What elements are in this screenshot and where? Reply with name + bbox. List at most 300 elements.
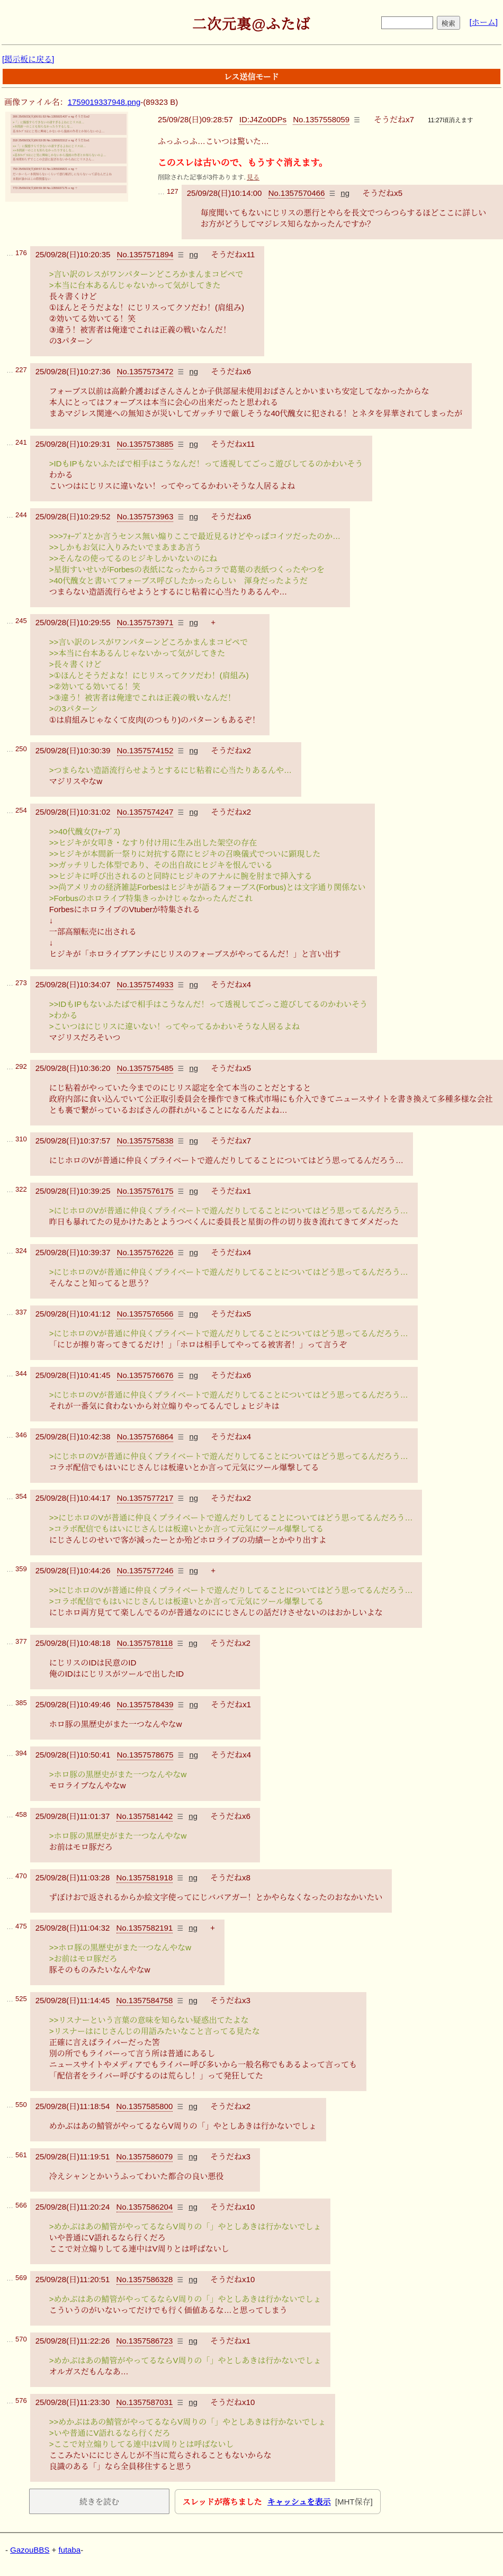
- reply-header: [35, 1811, 250, 1822]
- reply-count-number[interactable]: 394: [15, 1749, 27, 1757]
- reply-post: [6, 1244, 503, 1299]
- menu-icon[interactable]: ☰: [177, 747, 184, 755]
- reply-post: [6, 1132, 503, 1176]
- reply-expand-dots[interactable]: …: [158, 188, 165, 196]
- reply-count-number[interactable]: 245: [15, 617, 27, 625]
- soudane-count[interactable]: そうだねx2: [210, 2102, 250, 2111]
- thumbnail-mini-post: 773 25/09/23(火)08:59:38 No.1355937175 ≡ ng ＋: [11, 185, 127, 193]
- reply-header: [35, 1370, 408, 1381]
- soudane-count[interactable]: そうだねx11: [211, 440, 255, 449]
- show-deleted-link[interactable]: 見る: [247, 174, 260, 181]
- reply-count-number[interactable]: 570: [15, 2335, 27, 2343]
- reply-expand-dots[interactable]: …: [6, 1309, 13, 1317]
- menu-icon[interactable]: ☰: [177, 1065, 184, 1073]
- reply-post: [6, 976, 503, 1053]
- ng-link[interactable]: ng: [189, 1064, 199, 1073]
- reply-count-number[interactable]: 346: [15, 1431, 27, 1439]
- reply-body: >言い訳のレスがワンパターンどころかまんまコピペで >本当に台本あるんじゃないかって気がしてきた 長々書くけど ①ほんとそうだよな！にじリスってクソだわ！(肩組み) ②効いてる効いてる！笑 ③違う！被害者は俺達でこれは正義の戦いなんだ！ の3パターン: [49, 270, 244, 346]
- reply-post-number[interactable]: No.1357586079: [116, 2152, 173, 2161]
- reply-post: [6, 1562, 503, 1628]
- op-soudane-count[interactable]: そうだねx7: [374, 115, 414, 124]
- reply-body: >にじホロのVが普通に仲良くプライベートで遊んだりしてることについてはどう思ってるんだろう… それが一番気に食わないから対立煽りやってるんでしょヒジキは: [49, 1391, 408, 1411]
- menu-icon[interactable]: ☰: [177, 808, 184, 816]
- menu-icon[interactable]: ☰: [177, 1874, 184, 1882]
- ng-link[interactable]: ng: [189, 1494, 199, 1503]
- reply-count-number[interactable]: 470: [15, 1872, 27, 1880]
- ng-link[interactable]: ng: [189, 1751, 199, 1760]
- op-thumbnail-image[interactable]: [5, 112, 128, 202]
- reply-date: 25/09/28(日)10:27:36: [35, 367, 111, 376]
- soudane-count[interactable]: そうだねx1: [211, 1187, 252, 1196]
- soudane-count[interactable]: そうだねx6: [211, 367, 252, 376]
- thumbnail-mini-post: 318 25/09/23(火)06:53:05 No.1355921512 ≡ ng そうだねx1 >>「」に擬態すらできないの凄すぎるよねにじリスは… >>本間新一のことも知らなかったりするしな… >基本ｶｯﾌﾟｽはにじ男に興味しかないから漫画の作者とか知らないのよ… 基本間知らずでここの会話に混ざれないからねにじリスさん…: [11, 138, 127, 164]
- reply-post-number[interactable]: No.1357582191: [116, 1924, 173, 1933]
- menu-icon[interactable]: ☰: [177, 513, 184, 521]
- reply-box: [30, 1305, 418, 1360]
- reply-count-number[interactable]: 458: [15, 1811, 27, 1818]
- reply-expand-dots[interactable]: …: [6, 617, 13, 625]
- reply-header: [35, 745, 292, 756]
- reply-post-number[interactable]: No.1357573885: [116, 440, 174, 449]
- soudane-count[interactable]: そうだねx6: [211, 512, 252, 521]
- reply-post: [6, 2394, 503, 2482]
- reply-expand-dots[interactable]: …: [6, 1638, 13, 1646]
- ng-link[interactable]: ng: [188, 2398, 197, 2407]
- reply-post-number[interactable]: No.1357573971: [116, 618, 174, 627]
- menu-icon[interactable]: ☰: [177, 1372, 184, 1380]
- reply-count-number[interactable]: 344: [15, 1370, 27, 1377]
- reply-expand-dots[interactable]: …: [6, 2151, 13, 2159]
- soudane-count[interactable]: そうだねx3: [210, 1996, 250, 2005]
- credit-line: [5, 2546, 503, 2555]
- menu-icon[interactable]: ☰: [177, 1813, 184, 1821]
- reply-expand-dots[interactable]: …: [6, 2101, 13, 2109]
- soudane-count[interactable]: +: [211, 1566, 216, 1575]
- reply-expand-dots[interactable]: …: [6, 979, 13, 987]
- ng-link[interactable]: ng: [189, 1371, 199, 1380]
- reply-header: [35, 2336, 321, 2347]
- reply-post-number[interactable]: No.1357577246: [116, 1566, 174, 1575]
- soudane-count[interactable]: そうだねx8: [210, 1874, 250, 1883]
- reply-date: 25/09/28(日)10:34:07: [35, 980, 111, 989]
- reply-date: 25/09/28(日)10:14:00: [186, 189, 262, 198]
- reply-expand-dots[interactable]: …: [6, 1811, 13, 1819]
- soudane-count[interactable]: そうだねx10: [210, 2275, 255, 2284]
- ng-link[interactable]: ng: [189, 1248, 199, 1257]
- op-body-text: ふっふっふ…こいつは驚いた…: [158, 137, 270, 146]
- soudane-count[interactable]: そうだねx7: [211, 1137, 252, 1146]
- reply-body: にじホロのVが普通に仲良くプライベートで遊んだりしてることについてはどう思ってるんだろう…: [49, 1156, 403, 1165]
- ng-link[interactable]: ng: [188, 1996, 197, 2005]
- ng-link[interactable]: ng: [188, 1812, 197, 1821]
- ng-link[interactable]: ng: [189, 250, 199, 259]
- reply-count-number[interactable]: 359: [15, 1565, 27, 1573]
- menu-icon[interactable]: ☰: [177, 2153, 184, 2161]
- reply-post-number[interactable]: No.1357570466: [268, 189, 325, 198]
- reply-post-number[interactable]: No.1357578118: [116, 1639, 173, 1648]
- reply-expand-dots[interactable]: …: [6, 511, 13, 519]
- menu-icon[interactable]: ☰: [177, 1924, 184, 1932]
- reply-post: [6, 1060, 503, 1125]
- ng-link[interactable]: ng: [189, 440, 199, 449]
- ng-link[interactable]: ng: [189, 1700, 199, 1709]
- reply-date: 25/09/28(日)11:20:24: [35, 2203, 110, 2212]
- ng-link[interactable]: ng: [189, 1137, 199, 1146]
- soudane-count[interactable]: そうだねx5: [211, 1064, 252, 1073]
- reply-body: >にじホロのVが普通に仲良くプライベートで遊んだりしてることについてはどう思ってるんだろう… コラボ配信でもはいにじさんじは板違いとか言って元気にツール爆撃してる: [49, 1452, 408, 1472]
- soudane-count[interactable]: そうだねx3: [210, 2152, 250, 2161]
- soudane-count[interactable]: そうだねx2: [211, 808, 252, 817]
- reply-count-number[interactable]: 250: [15, 745, 27, 753]
- reply-count-number[interactable]: 561: [15, 2151, 27, 2159]
- reply-body: >IDもIPもないふたばで相手はこうなんだ！って透視してごっこ遊びしてるのかわいそう わかる こいつはにじリスに違いない！ってやってるかわいそうな人居るよね: [49, 460, 363, 491]
- reply-post-number[interactable]: No.1357573963: [116, 512, 174, 521]
- reply-expand-dots[interactable]: …: [6, 1136, 13, 1143]
- reply-expand-dots[interactable]: …: [6, 249, 13, 257]
- reply-date: 25/09/28(日)10:29:52: [35, 512, 111, 521]
- reply-post-number[interactable]: No.1357586328: [116, 2275, 173, 2284]
- menu-icon[interactable]: ☰: [177, 1249, 184, 1257]
- soudane-count[interactable]: そうだねx10: [210, 2398, 255, 2407]
- reply-post-number[interactable]: No.1357586204: [116, 2203, 173, 2212]
- soudane-count[interactable]: そうだねx5: [362, 189, 403, 198]
- reply-post-number[interactable]: No.1357576566: [116, 1310, 174, 1319]
- reply-expand-dots[interactable]: …: [6, 2274, 13, 2282]
- ng-link[interactable]: ng: [188, 1639, 197, 1648]
- soudane-count[interactable]: そうだねx1: [210, 2337, 250, 2346]
- reply-box: [30, 1183, 418, 1237]
- reply-body: 毎度聞いてもないにじリスの悪行とやらを長文でつらつらするほどここに詳しいお方がどうしてマジレス知らなかったんですか？: [200, 209, 487, 229]
- reply-post: [6, 1746, 503, 1801]
- reply-header: [35, 1923, 215, 1934]
- search-button[interactable]: 検索: [437, 16, 460, 30]
- reply-body: >>言い訳のレスがワンパターンどころかまんまコピペで >>本当に台本あるんじゃないかって気がしてきた >長々書くけど >①ほんとそうだよな！にじリスってクソだわ！(肩組み) >②効いてる効いてる！笑 >③違う！被害者は俺達でこれは正義の戦いなんだ！ >の3パターン ①は肩組みじゃなくて皮肉(のつもり)のパターンもあるぞ！: [49, 638, 260, 725]
- reply-count-number[interactable]: 525: [15, 1995, 27, 2003]
- reply-post-number[interactable]: No.1357576226: [116, 1248, 174, 1257]
- menu-icon[interactable]: ☰: [177, 1751, 184, 1759]
- menu-icon[interactable]: ☰: [177, 2276, 184, 2284]
- futaba-link[interactable]: futaba: [58, 2546, 81, 2555]
- reply-post-number[interactable]: No.1357575838: [116, 1137, 174, 1146]
- file-info-line: [4, 96, 503, 107]
- reply-post: [158, 185, 503, 239]
- reply-post-number[interactable]: No.1357575485: [116, 1064, 174, 1073]
- file-name-link[interactable]: 1759019337948.png: [67, 98, 141, 107]
- credit-prefix: -: [5, 2546, 11, 2555]
- reply-expand-dots[interactable]: …: [6, 745, 13, 753]
- ng-link[interactable]: ng: [188, 2203, 197, 2212]
- soudane-count[interactable]: そうだねx6: [211, 1371, 252, 1380]
- reply-post: [6, 246, 503, 356]
- menu-icon[interactable]: ☰: [354, 116, 360, 124]
- reply-post-number[interactable]: No.1357584758: [116, 1996, 173, 2005]
- reply-count-number[interactable]: 241: [15, 438, 27, 446]
- reply-header: [35, 1247, 408, 1258]
- menu-icon[interactable]: ☰: [177, 1433, 184, 1441]
- reply-body: >めかぶはあの鯖管がやってるならV周りの「」やとしあきは行かないでしょ いや普通にV語れるなら行くだろ ここで対立煽りしてる連中はV周りとは呼ばないし: [49, 2222, 321, 2254]
- reply-date: 25/09/28(日)10:50:41: [35, 1751, 111, 1760]
- reply-box: [30, 1244, 418, 1299]
- ng-link[interactable]: ng: [189, 980, 199, 989]
- reply-header: [35, 979, 367, 990]
- ng-link[interactable]: ng: [188, 2337, 197, 2346]
- menu-icon[interactable]: ☰: [177, 2103, 184, 2111]
- reply-count-number[interactable]: 569: [15, 2274, 27, 2282]
- reply-header: [35, 2202, 321, 2213]
- reply-box: [30, 1132, 413, 1176]
- reply-count-number[interactable]: 176: [15, 249, 27, 257]
- reply-count-number[interactable]: 576: [15, 2397, 27, 2404]
- reply-expand-dots[interactable]: …: [6, 2336, 13, 2344]
- reply-expand-dots[interactable]: …: [6, 1565, 13, 1573]
- reply-count-number[interactable]: 475: [15, 1922, 27, 1930]
- reply-body: 冷えシャンとかいうふってわいた都合の良い悪役: [49, 2172, 224, 2181]
- reply-header: [35, 1493, 413, 1504]
- reply-count-number[interactable]: 324: [15, 1247, 27, 1255]
- reply-header: [35, 2151, 250, 2163]
- reply-count-number[interactable]: 377: [15, 1637, 27, 1645]
- soudane-count[interactable]: そうだねx2: [210, 1639, 251, 1648]
- reply-post: [6, 436, 503, 501]
- reply-post: [6, 614, 503, 735]
- back-to-board-link[interactable]: [掲示板に戻る]: [2, 55, 55, 64]
- reply-header: [35, 511, 340, 523]
- soudane-count[interactable]: そうだねx6: [210, 1812, 250, 1821]
- soudane-count[interactable]: そうだねx4: [211, 980, 252, 989]
- ng-link[interactable]: ng: [189, 512, 199, 521]
- reply-post: [6, 1869, 503, 1913]
- menu-icon[interactable]: ☰: [177, 2337, 184, 2345]
- menu-icon[interactable]: ☰: [329, 190, 336, 197]
- reply-body: >ホロ豚の黒歴史がまた一つなんやなw お前はモロ豚だろ: [49, 1832, 187, 1852]
- reply-post-number[interactable]: No.1357571894: [116, 250, 174, 259]
- menu-icon[interactable]: ☰: [177, 1997, 184, 2005]
- reply-post-number[interactable]: No.1357574152: [116, 746, 174, 755]
- reply-count-number[interactable]: 354: [15, 1492, 27, 1500]
- reply-count-number[interactable]: 292: [15, 1062, 27, 1070]
- reply-date: 25/09/28(日)11:22:26: [35, 2337, 110, 2346]
- reply-count-number[interactable]: 244: [15, 511, 27, 519]
- soudane-count[interactable]: そうだねx2: [211, 1494, 252, 1503]
- footer-divider: [0, 2532, 503, 2533]
- op-post: [0, 110, 503, 246]
- header-divider: [2, 44, 501, 45]
- reply-box: [30, 1060, 503, 1125]
- reply-count-number[interactable]: 322: [15, 1185, 27, 1193]
- reply-box: [30, 1808, 260, 1862]
- reply-post-number[interactable]: No.1357585800: [116, 2102, 173, 2111]
- reply-expand-dots[interactable]: …: [6, 1063, 13, 1071]
- menu-icon[interactable]: ☰: [177, 440, 184, 448]
- reply-post: [6, 508, 503, 607]
- reply-body: >>IDもIPもないふたばで相手はこうなんだ！って透視してごっこ遊びしてるのかわいそう >わかる >こいつはにじリスに違いない！ってやってるかわいそうな人居るよね マジリスだろそいつ: [49, 1000, 368, 1042]
- menu-icon[interactable]: ☰: [177, 251, 184, 259]
- menu-icon[interactable]: ☰: [177, 2399, 184, 2407]
- top-header: [0, 0, 503, 41]
- reply-body: >にじホロのVが普通に仲良くプライベートで遊んだりしてることについてはどう思ってるんだろう… 「にじが擦り寄ってきてるだけ！」「ホロは相手してやってる被害者！」って言うぞ: [49, 1329, 408, 1349]
- op-id[interactable]: ID:J4Zo0DPs: [239, 115, 287, 124]
- reply-box: [30, 1562, 423, 1628]
- reply-post: [6, 2148, 503, 2192]
- read-more-button[interactable]: 続きを読む: [29, 2489, 169, 2514]
- soudane-count[interactable]: そうだねx11: [211, 250, 255, 259]
- soudane-count[interactable]: そうだねx1: [211, 1700, 252, 1709]
- reply-body: >めかぶはあの鯖管がやってるならV周りの「」やとしあきは行かないでしょ こういうのがいないってだけでも行く価値あるな…と思ってしまう: [49, 2295, 321, 2315]
- ng-link[interactable]: ng: [188, 2275, 197, 2284]
- reply-post-number[interactable]: No.1357574933: [116, 980, 174, 989]
- reply-body: >>にじホロのVが普通に仲良くプライベートで遊んだりしてることについてはどう思ってるんだろう… >コラボ配信でもはいにじさんじは板違いとか言って元気にツール爆撃してる にじホロ両方見てて楽しんでるのが普通なのににじさんじの話だけさせないのはおかしいよな: [49, 1586, 413, 1617]
- reply-body: >>リスナーという言葉の意味を知らない疑惑出てたよな >リスナーはにじさんじの用語みたいなこと言ってる見たな 正確に言えばライバーだった筈 別の所でもライバーって言う所は普通にあるし ニュースサイトやメディアでもライバー呼び多いから一般名称でもあるよって言っても 「配信者をライバー呼びするのは荒らし！」って発狂してた: [49, 2016, 357, 2080]
- reply-count-number[interactable]: 385: [15, 1699, 27, 1707]
- ng-link[interactable]: ng: [189, 618, 199, 627]
- reply-body: にじ粘着がやっていた今までのにじリス認定を全て本当のことだとすると 政府内部に食い込んでいて公正取引委員会を操作できて株式市場にも介入できてニュースサイトを書き換えて多種多様な会社とも裏で繋がっているおばさんの群れがいることになるんだよね…: [49, 1084, 493, 1115]
- reply-date: 25/09/28(日)11:19:51: [35, 2152, 110, 2161]
- menu-icon[interactable]: ☰: [177, 368, 184, 376]
- reply-expand-dots[interactable]: …: [6, 1493, 13, 1501]
- reply-count-number[interactable]: 566: [15, 2201, 27, 2209]
- soudane-count[interactable]: そうだねx10: [210, 2203, 255, 2212]
- ng-link[interactable]: ng: [188, 2102, 197, 2111]
- ng-link[interactable]: ng: [189, 808, 199, 817]
- reply-date: 25/09/28(日)10:41:12: [35, 1310, 111, 1319]
- reply-expand-dots[interactable]: …: [6, 1431, 13, 1439]
- menu-icon[interactable]: ☰: [177, 2203, 184, 2211]
- reply-post-number[interactable]: No.1357581442: [116, 1812, 173, 1821]
- search-area: [381, 16, 498, 30]
- menu-icon[interactable]: ☰: [177, 1137, 184, 1145]
- menu-icon[interactable]: ☰: [177, 1640, 184, 1647]
- reply-post-number[interactable]: No.1357576175: [116, 1187, 174, 1196]
- reply-box: [30, 1635, 260, 1689]
- reply-date: 25/09/28(日)10:39:37: [35, 1248, 111, 1257]
- reply-date: 25/09/28(日)10:39:25: [35, 1187, 111, 1196]
- reply-expand-dots[interactable]: …: [6, 366, 13, 374]
- reply-post-number[interactable]: No.1357576864: [116, 1433, 174, 1442]
- reply-expand-dots[interactable]: …: [6, 439, 13, 447]
- reply-expand-dots[interactable]: …: [6, 2397, 13, 2405]
- reply-box: [182, 185, 503, 239]
- ng-link[interactable]: ng: [189, 1433, 199, 1442]
- reply-post-number[interactable]: No.1357576676: [116, 1371, 174, 1380]
- ng-link[interactable]: ng: [189, 1310, 199, 1319]
- reply-box: [30, 2098, 326, 2141]
- ng-link[interactable]: ng: [189, 1187, 199, 1196]
- soudane-count[interactable]: そうだねx4: [211, 1751, 252, 1760]
- mht-save-label[interactable]: [MHT保存]: [335, 2497, 373, 2507]
- ng-link[interactable]: ng: [340, 189, 350, 198]
- reply-body: にじリスのIDは民意のID 俺のIDはにじリスがツールで出したID: [49, 1659, 184, 1679]
- reply-header: [35, 2101, 317, 2112]
- reply-post: [6, 363, 503, 429]
- reply-post-number[interactable]: No.1357578439: [116, 1700, 174, 1709]
- reply-post-number[interactable]: No.1357574247: [116, 808, 174, 817]
- soudane-count[interactable]: そうだねx2: [211, 746, 252, 755]
- op-date: 25/09/28(日)09:28:57: [158, 115, 233, 124]
- reply-box: [30, 1490, 423, 1555]
- reply-count-number[interactable]: 273: [15, 979, 27, 987]
- reply-box: [30, 2199, 331, 2264]
- soudane-count[interactable]: そうだねx4: [211, 1433, 252, 1442]
- reply-box: [30, 2148, 260, 2192]
- reply-box: [30, 1367, 418, 1421]
- reply-expand-dots[interactable]: …: [6, 2202, 13, 2210]
- soudane-count[interactable]: そうだねx4: [211, 1248, 252, 1257]
- reply-post-number[interactable]: No.1357581918: [116, 1874, 173, 1883]
- menu-icon[interactable]: ☰: [177, 1187, 184, 1195]
- show-cache-link[interactable]: キャッシュを表示: [267, 2497, 331, 2507]
- reply-post-number[interactable]: No.1357587031: [116, 2398, 173, 2407]
- ng-link[interactable]: ng: [189, 367, 199, 376]
- reply-post-number[interactable]: No.1357578675: [116, 1751, 174, 1760]
- home-link[interactable]: [ホーム]: [469, 17, 498, 27]
- reply-count-number[interactable]: 337: [15, 1308, 27, 1316]
- ng-link[interactable]: ng: [188, 1874, 197, 1883]
- menu-icon[interactable]: ☰: [177, 619, 184, 627]
- reply-date: 25/09/28(日)10:29:31: [35, 440, 111, 449]
- reply-post: [6, 1635, 503, 1689]
- reply-count-number[interactable]: 227: [15, 366, 27, 374]
- reply-date: 25/09/28(日)11:23:30: [35, 2398, 110, 2407]
- reply-post-number[interactable]: No.1357577217: [116, 1494, 174, 1503]
- menu-icon[interactable]: ☰: [177, 981, 184, 989]
- reply-header: [35, 617, 260, 628]
- op-expire-time: 11:27頃消えます: [428, 118, 473, 124]
- reply-header: [35, 366, 463, 377]
- reply-count-number[interactable]: 550: [15, 2101, 27, 2109]
- reply-body: >>40代醜女(ﾌｫｰﾌﾞｽ) >>ヒジキが女叩き・なすり付け用に生み出した架空の存在 >>ヒジキが本間新一祭りに対抗する際にヒジキの召喚儀式でついに顕現した >>ガッチリした体型であり、その出自故にヒジキを恨んでいる >>ヒジキに呼び出されるのと同時にヒジキのアナルに腕を肘まで挿入する >>尚アメリカの経済雑誌Forbesはヒジキが語るフォーブス(Forbus)とは文字通り関係ない >Forbusのホロライブ特集きっかけじゃなかったんだこれ ForbesにホロライブのVtuberが特集される ↓ 一部高額転売に出される ↓ ヒジキが「ホロライブアンチにじリスのフォーブスがやってるんだ！」と言い出す: [49, 827, 366, 959]
- reply-count-number[interactable]: 310: [15, 1135, 27, 1143]
- reply-body: >>ホロ豚の黒歴史がまた一つなんやなw >お前はモロ豚だろ 豚そのものみたいなんやなw: [49, 1943, 192, 1975]
- reply-count-number[interactable]: 254: [15, 806, 27, 814]
- reply-post: [6, 2199, 503, 2264]
- reply-post: [6, 1696, 503, 1740]
- reply-header: [35, 1872, 383, 1884]
- menu-icon[interactable]: ☰: [177, 1494, 184, 1502]
- ng-link[interactable]: ng: [189, 1566, 199, 1575]
- soudane-count[interactable]: +: [210, 1924, 215, 1933]
- search-input[interactable]: [381, 16, 433, 29]
- soudane-count[interactable]: そうだねx5: [211, 1310, 252, 1319]
- menu-icon[interactable]: ☰: [177, 1310, 184, 1318]
- reply-expand-dots[interactable]: …: [6, 1872, 13, 1880]
- op-post-number[interactable]: No.1357558059: [293, 115, 350, 124]
- gazoubbs-link[interactable]: GazouBBS: [10, 2546, 50, 2555]
- ng-link[interactable]: ng: [188, 2152, 197, 2161]
- reply-count-number[interactable]: 127: [167, 187, 178, 195]
- soudane-count[interactable]: +: [211, 618, 216, 627]
- ng-link[interactable]: ng: [189, 746, 199, 755]
- reply-box: [30, 1696, 261, 1740]
- thumbnail-screenshot-content: [5, 112, 128, 193]
- reply-expand-dots[interactable]: …: [6, 1247, 13, 1255]
- reply-expand-dots[interactable]: …: [6, 1370, 13, 1378]
- reply-expand-dots[interactable]: …: [6, 1750, 13, 1758]
- reply-expand-dots[interactable]: …: [6, 807, 13, 815]
- reply-expand-dots[interactable]: …: [6, 1699, 13, 1707]
- menu-icon[interactable]: ☰: [177, 1701, 184, 1709]
- reply-box: [30, 614, 270, 735]
- reply-expand-dots[interactable]: …: [6, 1923, 13, 1931]
- reply-date: 25/09/28(日)11:04:32: [35, 1924, 110, 1933]
- reply-post: [6, 1183, 503, 1237]
- reply-expand-dots[interactable]: …: [6, 1995, 13, 2003]
- reply-post-number[interactable]: No.1357586723: [116, 2337, 173, 2346]
- reply-header: [35, 1309, 408, 1320]
- reply-expand-dots[interactable]: …: [6, 1186, 13, 1194]
- reply-post-number[interactable]: No.1357573472: [116, 367, 174, 376]
- menu-icon[interactable]: ☰: [177, 1567, 184, 1575]
- ng-link[interactable]: ng: [188, 1924, 197, 1933]
